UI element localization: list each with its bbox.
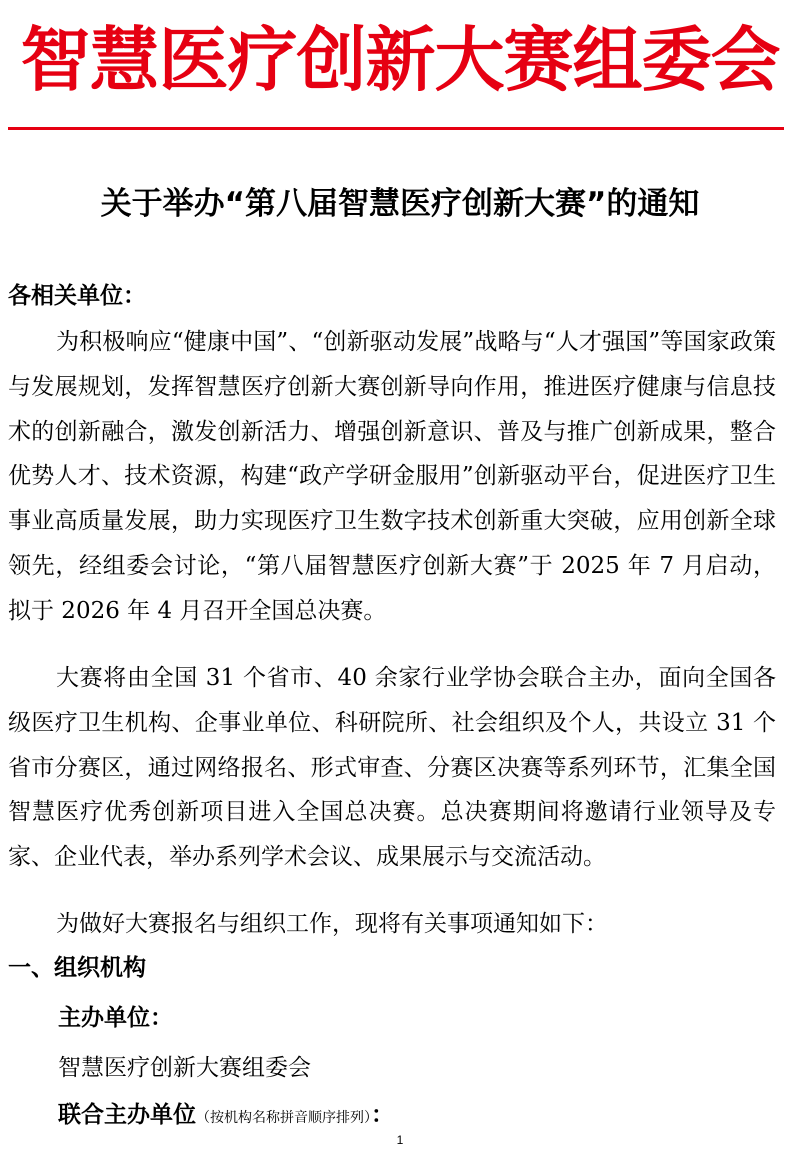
body-paragraph-1: 为积极响应“健康中国”、“创新驱动发展”战略与“人才强国”等国家政策与发展规划，发挥智慧医疗创新大赛创新导向作用，推进医疗健康与信息技术的创新融合，激发创新活力、增强创新意识、普及与推广创新成果，整合优势人才、技术资源，构建“政产学研金服用”创新驱动平台，促进医疗卫生事业高质量发展，助力实现医疗卫生数字技术创新重大突破，应用创新全球领先，经组委会讨论，“第八届智慧医疗创新大赛”于 2025 年 7 月启动，拟于 2026 年 4 月召开全国总决赛。	[8, 329, 776, 624]
red-header-rule	[8, 127, 784, 130]
body-paragraph-2: 大赛将由全国 31 个省市、40 余家行业学协会联合主办，面向全国各级医疗卫生机构、企事业单位、科研院所、社会组织及个人，共设立 31 个省市分赛区，通过网络报名、形式审查、分赛区决赛等系列环节，汇集全国智慧医疗优秀创新项目进入全国总决赛。总决赛期间将邀请行业领导及专家、企业代表，举办系列学术会议、成果展示与交流活动。	[8, 665, 776, 871]
body-paragraph-3: 为做好大赛报名与组织工作，现将有关事项通知如下：	[56, 911, 608, 937]
notice-title: 关于举办“第八届智慧医疗创新大赛”的通知	[100, 186, 700, 222]
page-number: 1	[396, 1133, 404, 1147]
organization-header: 智慧医疗创新大赛组委会	[20, 18, 780, 101]
cohost-unit-label: 联合主办单位	[58, 1102, 196, 1128]
cohost-colon: ：	[371, 1102, 394, 1128]
salutation: 各相关单位：	[8, 283, 146, 309]
cohost-order-note: （按机构名称拼音顺序排列）	[196, 1110, 371, 1126]
host-unit-label: 主办单位：	[58, 1005, 173, 1031]
section-heading-organization: 一、组织机构	[8, 955, 146, 981]
host-unit-name: 智慧医疗创新大赛组委会	[58, 1055, 311, 1081]
cohost-unit-label-line	[58, 1097, 394, 1136]
